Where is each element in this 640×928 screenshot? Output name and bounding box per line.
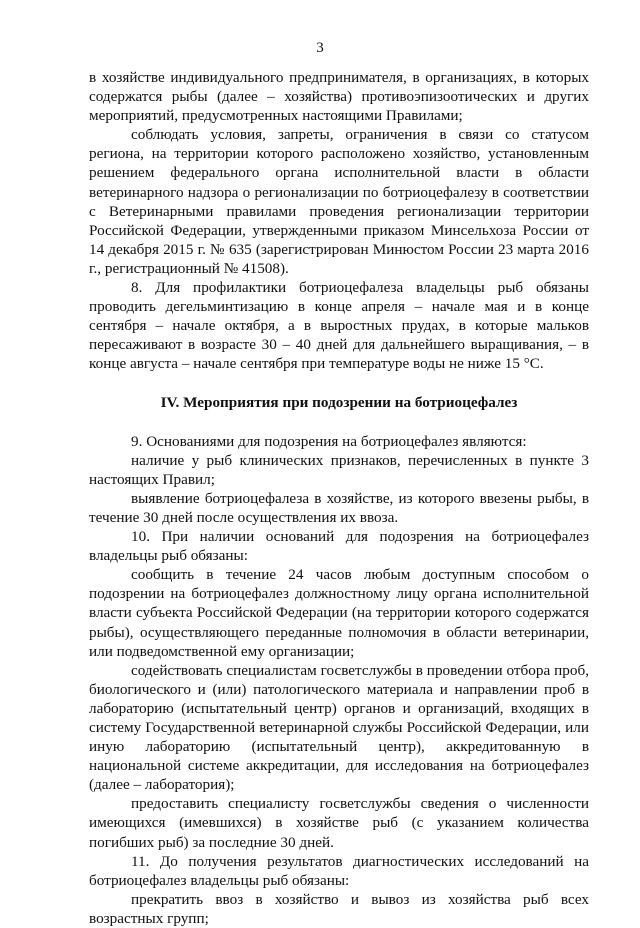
section-heading: IV. Мероприятия при подозрении на ботриоцефалез — [160, 393, 518, 411]
paragraph-continuation: в хозяйстве индивидуального предпринимателя, в организациях, в которых содержатся рыбы (далее – хозяйства) противоэпизоотических и других мероприятий, предусмотренных настоящими Правилами; — [89, 69, 589, 125]
paragraph-item-10: 10. При наличии оснований для подозрения на ботриоцефалез владельцы рыб обязаны: — [89, 528, 589, 565]
paragraph-assist-sampling: содействовать специалистам госветслужбы в проведении отбора проб, биологического и (или) патологического материала и направлении проб в лабораторию (испытательный центр) органов и организаций, входящих в систему Государственной ветеринарной службы Российской Федерации, или иную лабораторию (испытательный центр), аккредитованную в национальной системе аккредитации, для исследования на ботриоцефалез (далее – лаборатория); — [89, 661, 589, 794]
paragraph-notify: сообщить в течение 24 часов любым доступным способом о подозрении на ботриоцефалез должностному лицу органа исполнительной власти субъекта Российской Федерации (на территории которого содержатся рыбы), осуществляющего переданные полномочия в области ветеринарии, или подведомственной ему организации; — [89, 566, 589, 660]
paragraph-item-11: 11. До получения результатов диагностических исследований на ботриоцефалез владельцы рыб обязаны: — [89, 852, 589, 889]
paragraph-stop-transport: прекратить ввоз в хозяйство и вывоз из хозяйства рыб всех возрастных групп; — [89, 890, 589, 927]
paragraph-item-8: 8. Для профилактики ботриоцефалеза владельцы рыб обязаны проводить дегельминтизацию в конце апреля – начале мая и в конце сентября – начале октября, а в выростных прудах, в которые мальков пересаживают в возрасте 30 – 40 дней для дальнейшего выращивания, – в конце августа – начале сентября при температуре воды не ниже 15 °С. — [89, 279, 589, 373]
paragraph-provide-info: предоставить специалисту госветслужбы сведения о численности имеющихся (имевшихся) в хозяйстве рыб (с указанием количества погибших рыб) за последние 30 дней. — [89, 795, 589, 851]
paragraph-clinical-signs: наличие у рыб клинических признаков, перечисленных в пункте 3 настоящих Правил; — [89, 451, 589, 488]
paragraph-detection: выявление ботриоцефалеза в хозяйстве, из которого ввезены рыбы, в течение 30 дней после осуществления их ввоза. — [89, 489, 589, 526]
document-body — [89, 68, 589, 928]
paragraph-regionalization: соблюдать условия, запреты, ограничения в связи со статусом региона, на территории которого расположено хозяйство, установленным решением федерального органа исполнительной власти в области ветеринарного надзора о регионализации по ботриоцефалезу в соответствии с Ветеринарными правилами проведения регионализации территории Российской Федерации, утвержденными приказом Минсельхоза России от 14 декабря 2015 г. № 635 (зарегистрирован Минюстом России 23 марта 2016 г., регистрационный № 41508). — [89, 126, 589, 277]
paragraph-item-9: 9. Основаниями для подозрения на ботриоцефалез являются: — [131, 432, 527, 450]
page-number: 3 — [316, 40, 324, 56]
